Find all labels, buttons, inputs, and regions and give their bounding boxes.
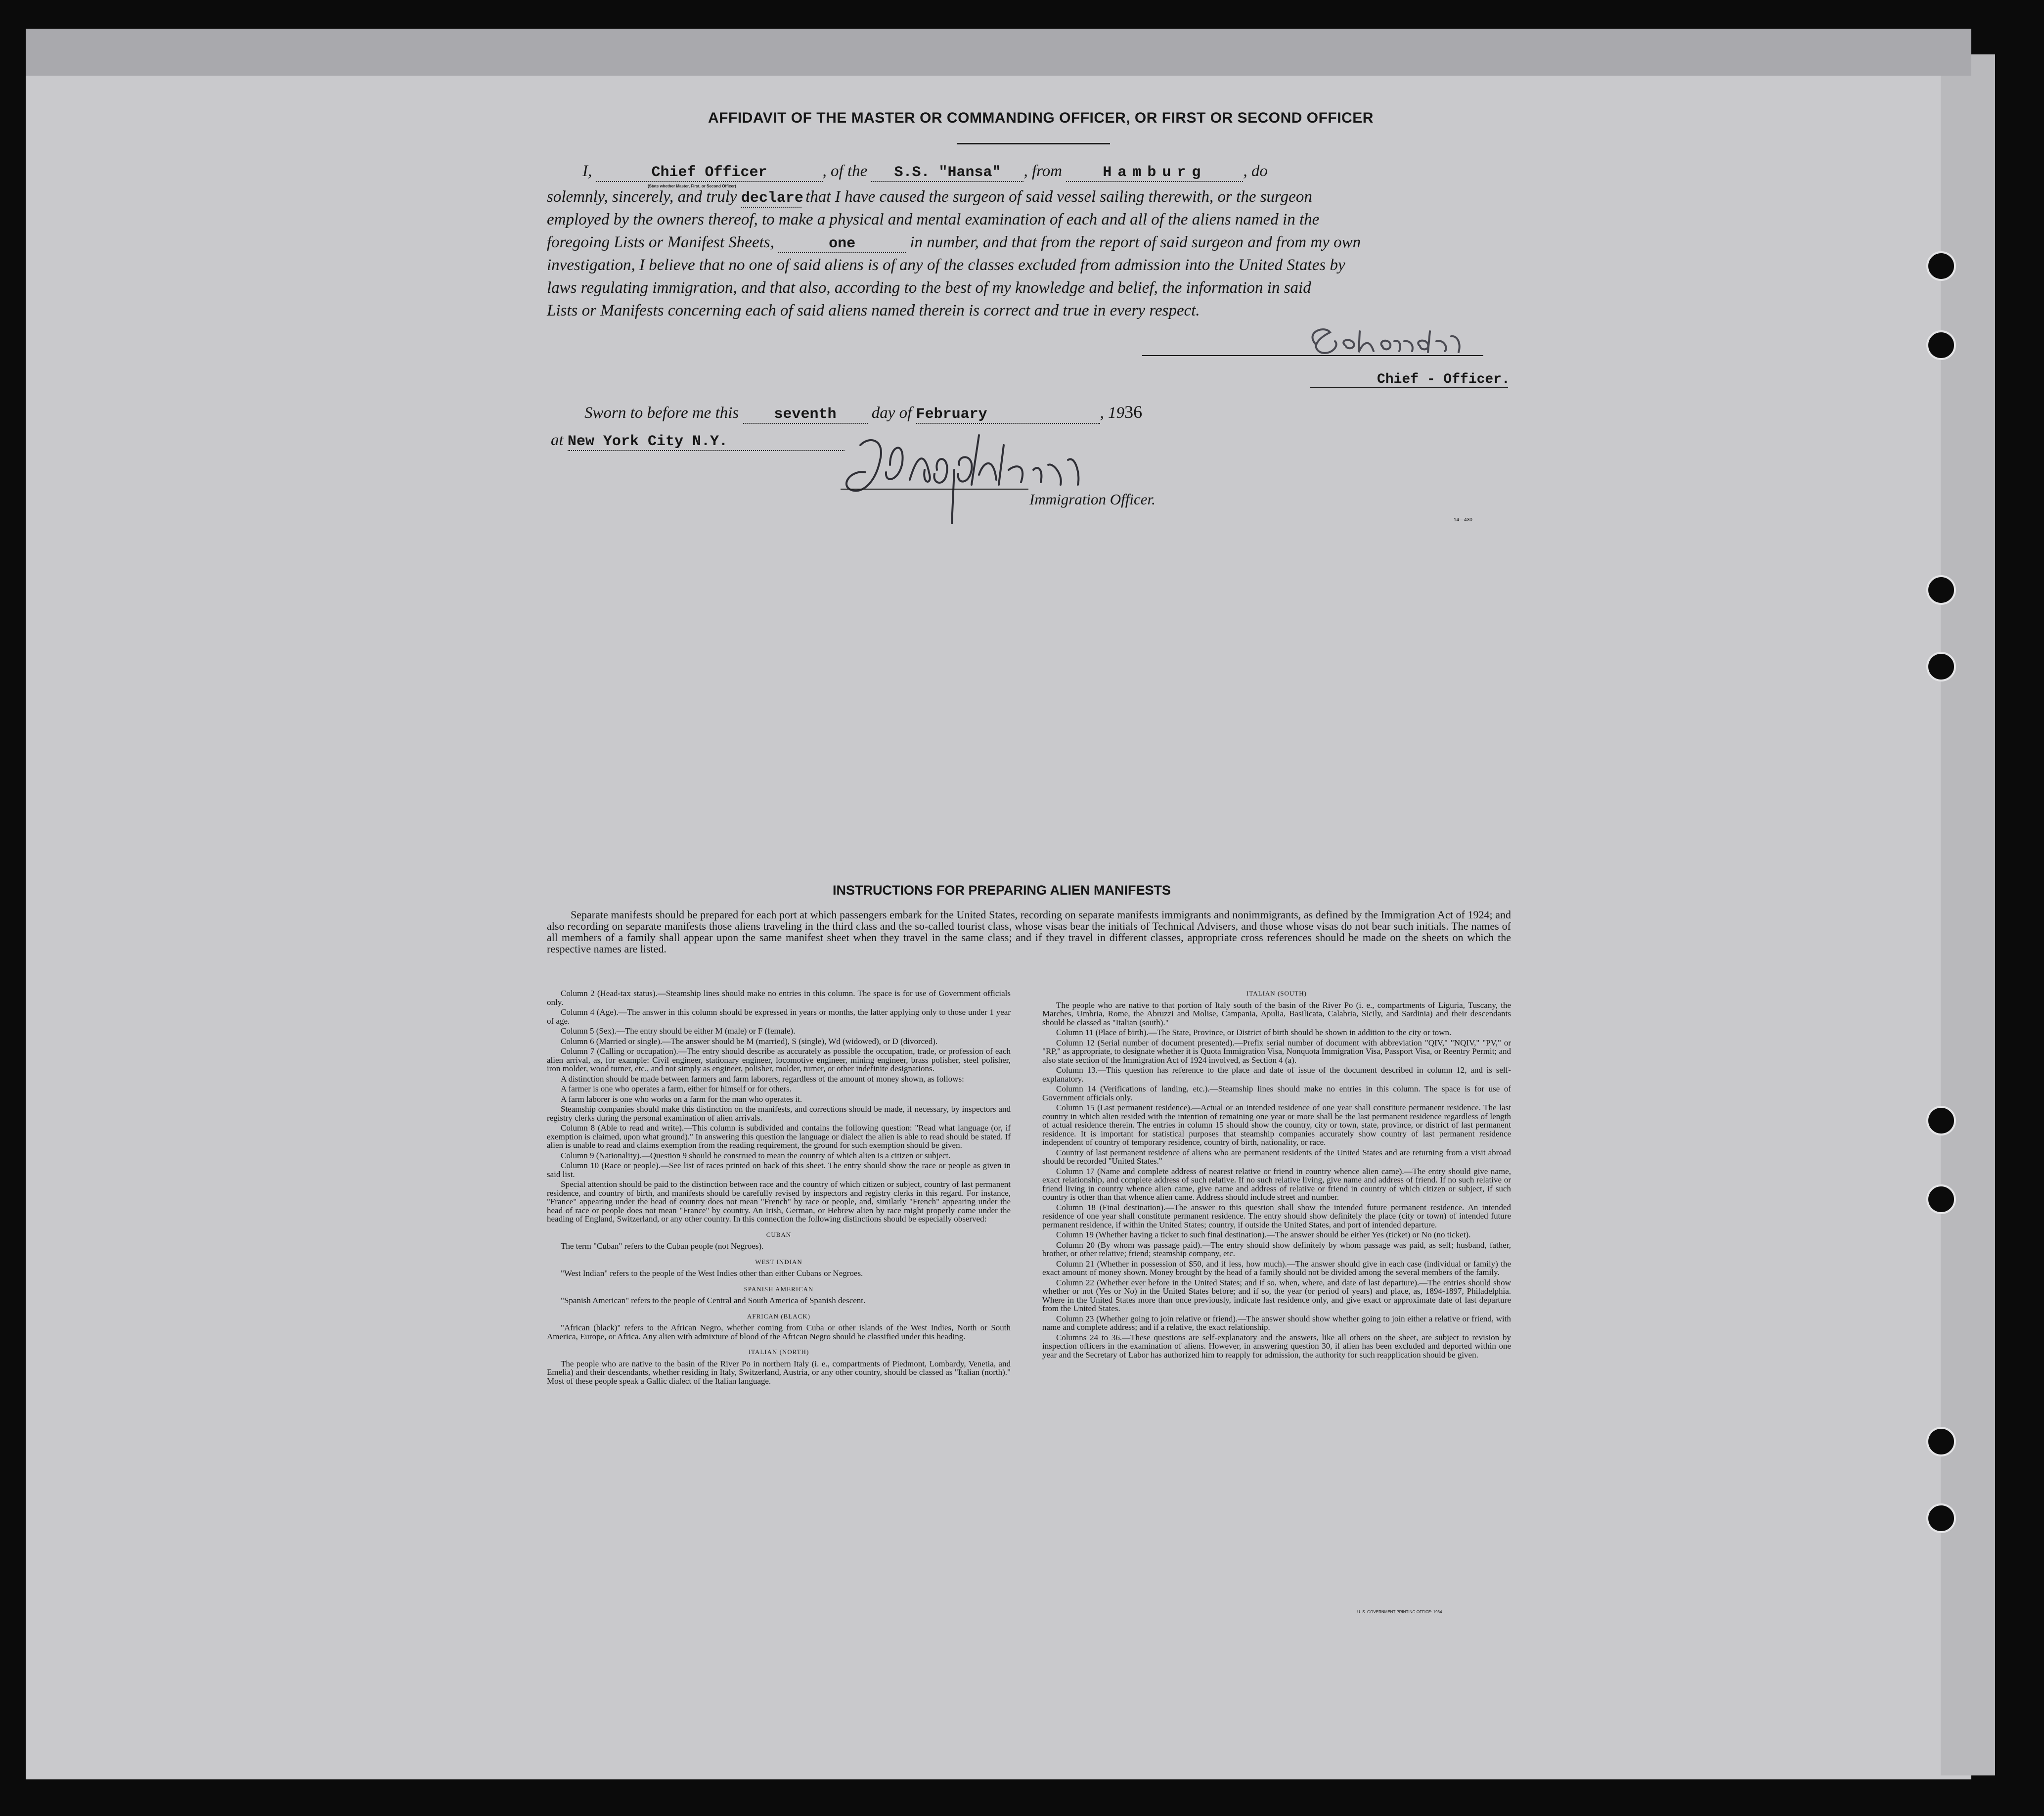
master-signature: [1300, 321, 1488, 361]
binder-hole: [1926, 1427, 1956, 1456]
right-paragraph: Column 15 (Last permanent residence).—Actual or an intended residence of one year shall constitute permanent residence. The last country in which alien resided with the intention of remaining one year or more shall be the last permanent residence regardless of length of actual residence therein. The entries in column 15 should show the country, city or town, state, province, or district of last permanent residence. It is important for statistical purposes that steamship companies accurately show country of last permanent residence independent of country of temporary residence, country of birth, nationality, or race.: [1042, 1103, 1511, 1147]
affidavit-line-4: [547, 233, 1361, 253]
left-paragraph: Column 10 (Race or people).—See list of races printed on back of this sheet. The entry should show the race or people as given in said list.: [547, 1161, 1011, 1179]
officer-caption: (State whether Master, First, or Second Officer): [648, 184, 736, 188]
left-paragraph: Special attention should be paid to the distinction between race and the country of which citizen or subject, country of last permanent residence, and country of birth, and manifests should be carefully revised by inspectors and registry clerks in this regard. For instance, "France" appearing under the head of country does not mean "French" by race or people, and, similarly "French" appearing under the head of race or people does not mean "France" by country. An Irish, German, or Hebrew alien by race might properly come under the heading of England, Switzerland, or any other country. In this connection the following distinctions should be especially observed:: [547, 1180, 1011, 1224]
year-field: 36: [1124, 402, 1143, 422]
spanish-american-heading: SPANISH AMERICAN: [744, 1285, 814, 1293]
sheets-field: one: [778, 235, 906, 253]
affidavit-line-5: investigation, I believe that no one of said aliens is of any of the classes excluded from admission into the United States by: [547, 256, 1345, 274]
text-sworn: Sworn to before me this: [584, 404, 739, 422]
cuban-heading: CUBAN: [766, 1230, 792, 1238]
binder-hole: [1926, 575, 1956, 605]
african-heading: AFRICAN (BLACK): [747, 1312, 811, 1320]
right-paragraph: Column 19 (Whether having a ticket to such final destination).—The answer should be either Yes (ticket) or No (no ticket).: [1056, 1230, 1471, 1239]
text-line-4-a: foregoing Lists or Manifest Sheets,: [547, 233, 774, 251]
affidavit-line-2: [547, 188, 1312, 208]
left-paragraph: Column 2 (Head-tax status).—Steamship lines should make no entries in this column. The space is for use of Government officials only.: [547, 989, 1011, 1007]
right-paragraph: Column 17 (Name and complete address of nearest relative or friend in country whence alien came).—The entry should give name, exact relationship, and complete address of such relative. If no such relative living, give name and address of friend. If no such relative or friend living in country whence alien came, give name and address of relative or friend in country of which citizen or subject, if such country is other than that whence alien came. Address should include street and number.: [1042, 1166, 1511, 1202]
port-field: Hamburg: [1066, 164, 1243, 182]
left-paragraph: Column 9 (Nationality).—Question 9 should be construed to mean the country of which alien is a citizen or subject.: [561, 1150, 951, 1160]
text-solemnly: solemnly, sincerely, and truly: [547, 188, 737, 206]
affidavit-line-1: [582, 162, 1268, 182]
declare-field: declare: [741, 190, 803, 207]
right-paragraph: Column 18 (Final destination).—The answer to this question shall show the intended future permanent residence. An intended residence of one year shall constitute permanent residence. The entry should show definitely the place (city or town) of intended future permanent residence, if within the United States; country, if outside the United States, and port of intended departure.: [1042, 1202, 1511, 1229]
signer-title: Chief - Officer.: [1377, 372, 1510, 387]
right-paragraph: Column 11 (Place of birth).—The State, Province, or District of birth should be shown in addition to the city or town.: [1056, 1028, 1452, 1037]
left-paragraph: Column 4 (Age).—The answer in this column should be expressed in years or months, the latter applying only to those under 1 year of age.: [547, 1007, 1011, 1026]
left-paragraph: Column 7 (Calling or occupation).—The entry should describe as accurately as possible the occupation, trade, or profession of each alien arrival, as, for example: Civil engineer, stationary engineer, locomotive engineer, mining engineer, brass polisher, steel polisher, iron molder, wood turner, etc., and not simply as engineer, polisher, molder, turner, or other indefinite designations.: [547, 1046, 1011, 1073]
african-paragraph: "African (black)" refers to the African Negro, whether coming from Cuba or other islands of the West Indies, North or South America, Europe, or Africa. Any alien with admixture of blood of the African Negro should be classified under this heading.: [547, 1323, 1011, 1341]
officer-field: Chief Officer: [596, 164, 823, 182]
right-paragraph: Column 14 (Verifications of landing, etc.).—Steamship lines should make no entries in this column. The space is for use of Government officials only.: [1042, 1084, 1511, 1102]
right-paragraph: Column 20 (By whom was passage paid).—The entry should show definitely by whom passage was paid, as self; husband, father, brother, or other relative; friend; steamship company, etc.: [1042, 1240, 1511, 1258]
binder-hole: [1926, 251, 1956, 281]
left-paragraph: A farm laborer is one who works on a farm for the man who operates it.: [561, 1094, 802, 1104]
form-number: 14—430: [1454, 517, 1472, 523]
text-line-4-b: in number, and that from the report of said surgeon and from my own: [910, 233, 1361, 251]
month-field: February: [916, 406, 1100, 424]
italian-north-heading: ITALIAN (NORTH): [748, 1348, 809, 1356]
text-line-2-rest: that I have caused the surgeon of said vessel sailing therewith, or the surgeon: [805, 188, 1312, 206]
text-of-the: , of the: [822, 162, 868, 180]
place-line: [551, 431, 844, 451]
text-year-prefix: , 19: [1100, 404, 1125, 422]
left-paragraph: Steamship companies should make this distinction on the manifests, and corrections should be made, if necessary, by inspectors and registry clerks during the personal examination of alien arrivals.: [547, 1104, 1011, 1123]
affidavit-line-7: Lists or Manifests concerning each of said aliens named therein is correct and true in every respect.: [547, 302, 1200, 319]
right-paragraph: Column 23 (Whether going to join relative or friend).—The answer should show whether going to join either a relative or friend, with name and complete address; and if a relative, the exact relationship.: [1042, 1314, 1511, 1332]
vessel-field: S.S. "Hansa": [871, 164, 1023, 182]
title-rule: [957, 143, 1110, 144]
right-paragraph: Country of last permanent residence of aliens who are permanent residents of the United States and are returning from a visit abroad should be recorded "United States.": [1042, 1147, 1511, 1166]
immigration-officer-title: Immigration Officer.: [1029, 491, 1155, 508]
binder-hole: [1926, 330, 1956, 360]
right-paragraph: The people who are native to that portion of Italy south of the basin of the River Po (i. e., compartments of Liguria, Tuscany, the Marches, Umbria, Rome, the Abruzzi and Molise, Campania, Apulia, Basilicata, Calabria, Sicily, and Sardinia) and their descendants should be classed as "Italian (south).": [1042, 1000, 1511, 1027]
left-paragraph: Column 5 (Sex).—The entry should be either M (male) or F (female).: [561, 1026, 796, 1036]
right-paragraph: Column 21 (Whether in possession of $50, and if less, how much).—The answer should give in each case (individual or family) the exact amount of money shown. Money brought by the head of a family should not be divided among the several members of the family.: [1042, 1259, 1511, 1277]
affidavit-line-6: laws regulating immigration, and that also, according to the best of my knowledge and belief, the information in said: [547, 279, 1311, 297]
text-from: , from: [1023, 162, 1063, 180]
right-paragraph: Column 12 (Serial number of document presented).—Prefix serial number of document with abbreviation "QIV," "NQIV," "PV," or "RP," as appropriate, to designate whether it is Quota Immigration Visa, Nonquota Immigration Visa, Passport Visa, or Reentry Permit; and also state section of the Immigration Act of 1924 involved, as Section 4 (a).: [1042, 1038, 1511, 1065]
cuban-paragraph: The term "Cuban" refers to the Cuban people (not Negroes).: [561, 1241, 764, 1251]
instructions-right-column: [1042, 989, 1511, 1361]
west-indian-paragraph: "West Indian" refers to the people of the West Indies other than either Cubans or Negroes.: [561, 1269, 863, 1278]
left-paragraph: Column 6 (Married or single).—The answer should be M (married), S (single), Wd (widowed), or D (divorced).: [561, 1036, 938, 1046]
left-paragraph: A distinction should be made between farmers and farm laborers, regardless of the amount of money shown, as follows:: [561, 1074, 964, 1084]
top-band: [26, 29, 1971, 76]
italian-north-paragraph: The people who are native to the basin of the River Po in northern Italy (i. e., compartments of Piedmont, Lombardy, Venetia, and Emelia) and their descendants, whether residing in Italy, Switzerland, Austria, or any other country, should be classed as "Italian (north)." Most of these people speak a Gallic dialect of the Italian language.: [547, 1359, 1011, 1386]
italian-south-heading: ITALIAN (SOUTH): [1246, 990, 1307, 997]
instructions-left-column: [547, 989, 1011, 1387]
text-at: at: [551, 431, 564, 449]
affidavit-line-3: employed by the owners thereof, to make a physical and mental examination of each and all of the aliens named in the: [547, 211, 1320, 228]
right-paragraph: Column 13.—This question has reference to the place and date of issue of the document described in column 12, and is self-explanatory.: [1042, 1065, 1511, 1084]
instructions-title: INSTRUCTIONS FOR PREPARING ALIEN MANIFESTS: [833, 883, 1171, 898]
text-i: I,: [582, 162, 592, 180]
left-paragraph: Column 8 (Able to read and write).—This column is subdivided and contains the following question: "Read what language (or, if exemption is claimed, upon what ground)." In answering this question the language or dialect the alien is able to read should be stated. If alien is unable to read and claims exemption from the reading requirement, the ground for such exemption should be given.: [547, 1123, 1011, 1150]
binder-hole: [1926, 1106, 1956, 1135]
immigration-signature-line: [841, 489, 1028, 490]
day-field: seventh: [743, 406, 868, 424]
west-indian-heading: WEST INDIAN: [755, 1258, 802, 1266]
affidavit-title: AFFIDAVIT OF THE MASTER OR COMMANDING OFFICER, OR FIRST OR SECOND OFFICER: [708, 110, 1374, 126]
binder-hole: [1926, 652, 1956, 681]
text-do: , do: [1243, 162, 1268, 180]
right-paragraph: Columns 24 to 36.—These questions are self-explanatory and the answers, like all others on the sheet, are subject to revision by inspection officers in the examination of aliens. However, in answering question 30, if alien has been excluded and deported within one year and the Secretary of Labor has authorized him to reapply for admission, the authority for such reapplication should be given.: [1042, 1332, 1511, 1360]
spanish-american-paragraph: "Spanish American" refers to the people of Central and South America of Spanish descent.: [561, 1296, 866, 1305]
binder-hole: [1926, 1503, 1956, 1533]
place-field: New York City N.Y.: [568, 433, 844, 451]
instructions-intro: Separate manifests should be prepared for each port at which passengers embark for the United States, recording on separate manifests immigrants and nonimmigrants, as defined by the Immigration Act of 1924; and also recording on separate manifests those aliens traveling in the third class and the so-called tourist class, whose visas bear the initials of Technical Advisers, and those whose visas do not bear such initials. The names of all members of a family shall appear upon the same manifest sheet when they travel in the same class; and if they travel in different classes, appropriate cross references should be made on the sheets on which the respective names are listed.: [547, 908, 1511, 955]
printing-office-note: U. S. GOVERNMENT PRINTING OFFICE: 1934: [1357, 1610, 1442, 1614]
right-paragraph: Column 22 (Whether ever before in the United States; and if so, when, where, and date of last departure).—The entries should show whether or not (Yes or No) in the United States before; and if so, the year (or period of years) and place, as, 1894-1897, Philadelphia. Where in the United States more than once previously, indicate last residence only, and give exact or approximate date of last departure from the United States.: [1042, 1277, 1511, 1313]
binder-hole: [1926, 1184, 1956, 1214]
text-day-of: day of: [871, 404, 912, 422]
left-paragraph: A farmer is one who operates a farm, either for himself or for others.: [561, 1084, 792, 1093]
